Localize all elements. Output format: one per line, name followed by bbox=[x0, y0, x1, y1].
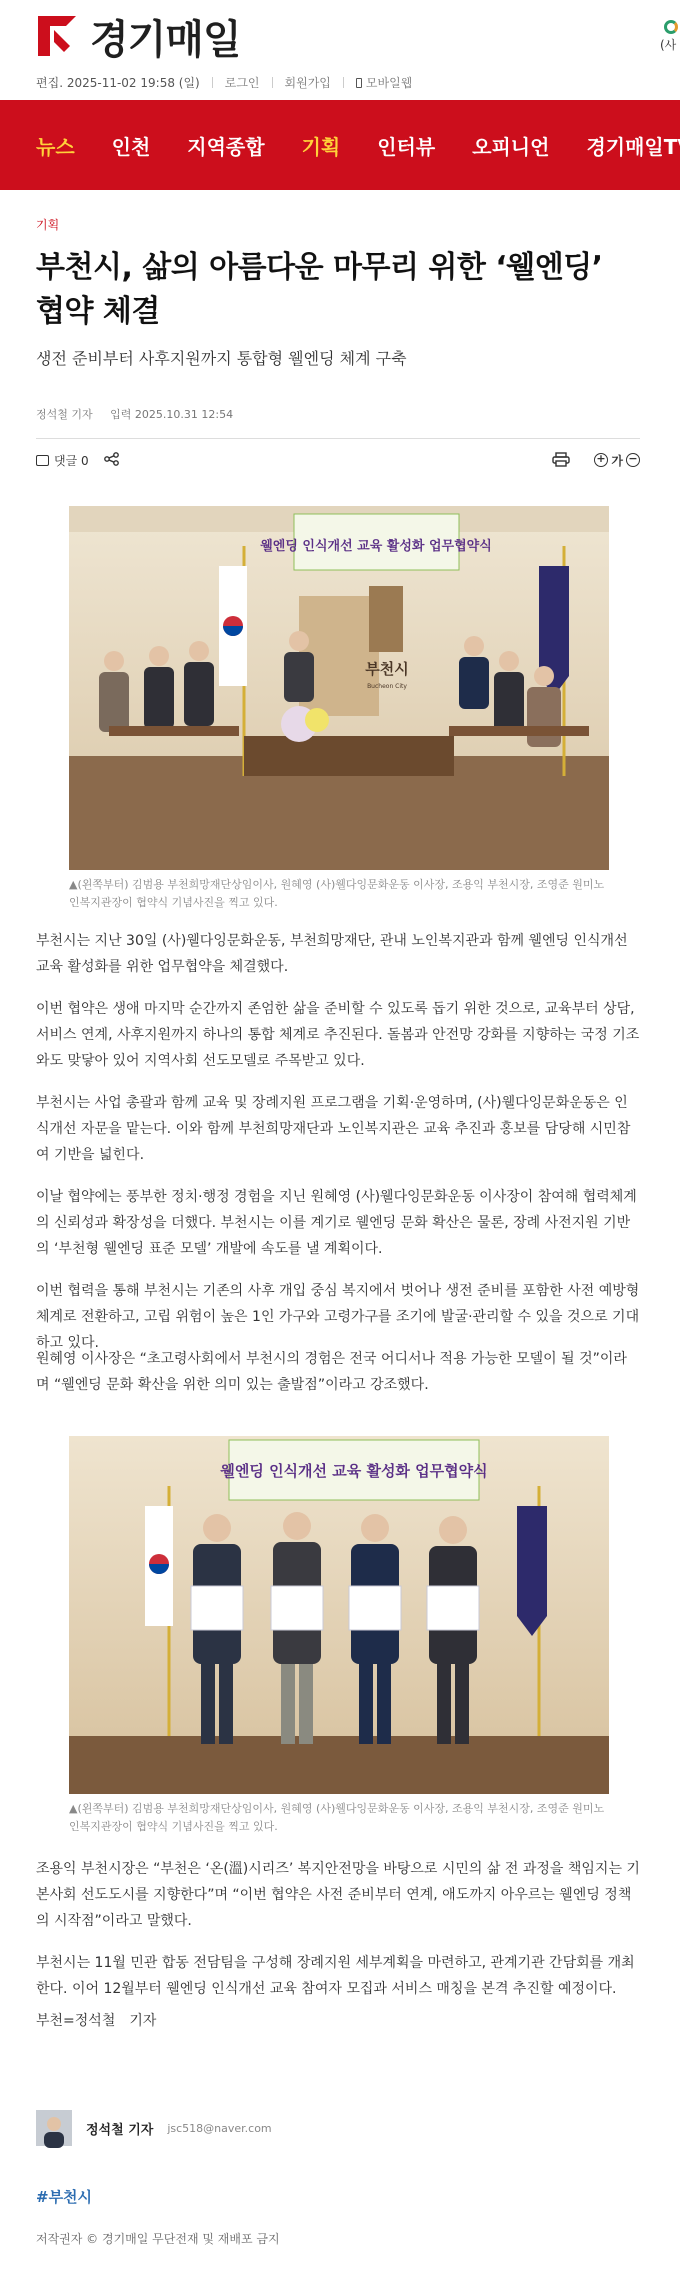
article-category[interactable]: 기획 bbox=[36, 218, 60, 232]
weather-text: (사 bbox=[660, 38, 677, 52]
login-link[interactable]: 로그인 bbox=[224, 76, 260, 90]
nav-item-news[interactable]: 뉴스 bbox=[36, 134, 75, 159]
published-time: 입력 2025.10.31 12:54 bbox=[110, 408, 234, 421]
article-title: 부천시, 삶의 아름다운 마무리 위한 ‘웰엔딩’ 협약 체결 bbox=[36, 250, 603, 329]
article-photo-2 bbox=[69, 1436, 609, 1794]
site-header bbox=[0, 0, 680, 100]
weather-widget[interactable] bbox=[660, 18, 680, 62]
photo-caption-1: ▲(왼쪽부터) 김범용 부천희망재단상임이사, 원혜영 (사)웰다잉문화운동 이사장, 조용익 부천시장, 조영준 원미노인복지관장이 협약식 기념사진을 찍고 있다. bbox=[69, 878, 605, 909]
divider bbox=[343, 77, 344, 88]
article-paragraph: 부천시는 사업 총괄과 함께 교육 및 장례지원 프로그램을 기획·운영하며, (사)웰다잉문화운동은 인식개선 자문을 맡는다. 이와 함께 부천희망재단과 노인복지관은 교육 추진과 홍보를 담당해 시민참여 기반을 넓힌다. bbox=[36, 1095, 631, 1163]
photo-caption-2: ▲(왼쪽부터) 김범용 부천희망재단상임이사, 원혜영 (사)웰다잉문화운동 이사장, 조용익 부천시장, 조영준 원미노인복지관장이 협약식 기념사진을 찍고 있다. bbox=[69, 1802, 605, 1833]
nav-item-opinion[interactable]: 오피니언 bbox=[472, 134, 550, 159]
share-icon[interactable] bbox=[104, 452, 120, 466]
article-paragraph: 조용익 부천시장은 “부천은 ‘온(溫)시리즈’ 복지안전망을 바탕으로 시민의 삶 전 과정을 책임지는 기본사회 선도도시를 지향한다”며 “이번 협약은 사전 준비부터 연계, 애도까지 아우르는 웰엔딩 정책의 시작점”이라고 말했다. bbox=[36, 1861, 640, 1929]
author-email[interactable]: jsc518@naver.com bbox=[167, 2121, 272, 2135]
weather-icon bbox=[664, 20, 678, 34]
mobile-icon bbox=[356, 78, 362, 88]
mobile-web-link[interactable]: 모바일웹 bbox=[356, 74, 412, 91]
nav-item-feature[interactable]: 기획 bbox=[301, 134, 341, 159]
divider bbox=[212, 77, 213, 88]
article-paragraph: 원혜영 이사장은 “초고령사회에서 부천시의 경험은 전국 어디서나 적용 가능한 모델이 될 것”이라며 “웰엔딩 문화 확산을 위한 의미 있는 출발점”이라고 강조했다. bbox=[36, 1351, 627, 1393]
article-paragraph: 부천시는 11월 민관 합동 전담팀을 구성해 장례지원 세부계획을 마련하고, 관계기관 간담회를 개최한다. 이어 12월부터 웰엔딩 인식개선 교육 참여자 모집과 서비스 매칭을 본격 추진할 예정이다. bbox=[36, 1955, 635, 1997]
photo1-banner-text: 웰엔딩 인식개선 교육 활성화 업무협약식 bbox=[260, 539, 492, 554]
divider bbox=[272, 77, 273, 88]
author-box bbox=[36, 2098, 640, 2158]
logo-text: 경기매일 bbox=[90, 16, 241, 63]
article-paragraph: 이날 협약에는 풍부한 정치·행정 경험을 지닌 원혜영 (사)웰다잉문화운동 이사장이 참여해 협력체계의 신뢰성과 확장성을 더했다. 부천시는 이를 계기로 웰엔딩 문화 확산은 물론, 장례 사전지원 기반의 ‘부천형 웰엔딩 표준 모델’ 개발에 속도를 낼 계획이다. bbox=[36, 1189, 637, 1257]
nav-item-interview[interactable]: 인터뷰 bbox=[377, 134, 436, 159]
edited-time: 2025-11-02 19:58 (일) bbox=[66, 76, 200, 90]
article-photo-1 bbox=[69, 506, 609, 870]
font-increase-icon[interactable]: + bbox=[594, 453, 608, 467]
article-tag[interactable]: #부천시 bbox=[36, 2188, 93, 2206]
article-subtitle: 생전 준비부터 사후지원까지 통합형 웰엔딩 체계 구축 bbox=[36, 349, 407, 368]
font-decrease-icon[interactable]: − bbox=[626, 453, 640, 467]
site-logo[interactable] bbox=[36, 10, 241, 62]
nav-item-regional[interactable]: 지역종합 bbox=[187, 134, 265, 159]
author-name[interactable]: 정석철 기자 bbox=[86, 2122, 154, 2138]
copyright-notice: 저작권자 © 경기매일 무단전재 및 재배포 금지 bbox=[36, 2232, 280, 2246]
photo1-city-sign: 부천시 bbox=[365, 660, 409, 678]
nav-item-incheon[interactable]: 인천 bbox=[111, 134, 151, 159]
photo1-city-sign-en: Bucheon City bbox=[367, 683, 407, 690]
comment-icon bbox=[36, 455, 49, 466]
main-nav bbox=[0, 100, 693, 190]
logo-mark-icon bbox=[36, 12, 84, 60]
header-meta-bar: 편집 . 2025-11-02 19:58 (일) 로그인 회원가입 모바일웹 bbox=[36, 75, 413, 90]
signup-link[interactable]: 회원가입 bbox=[284, 76, 331, 90]
edited-label: 편집 bbox=[36, 76, 60, 90]
article-toolbar bbox=[36, 450, 640, 474]
comment-button[interactable]: 댓글 0 bbox=[36, 452, 89, 469]
article-paragraph: 이번 협약은 생애 마지막 순간까지 존엄한 삶을 준비할 수 있도록 돕기 위한 것으로, 교육부터 상담, 서비스 연계, 사후지원까지 하나의 통합 체계로 추진된다. 돌봄과 안전망 강화를 지향하는 국정 기조와도 맞닿아 있어 지역사회 선도모델로 주목받고 있다. bbox=[36, 1001, 640, 1069]
article-paragraph: 이번 협력을 통해 부천시는 기존의 사후 개입 중심 복지에서 벗어나 생전 준비를 포함한 사전 예방형 체계로 전환하고, 고립 위험이 높은 1인 가구와 고령가구를 조기에 발굴·관리할 수 있을 것으로 기대하고 있다. bbox=[36, 1283, 640, 1351]
photo2-banner-text: 웰엔딩 인식개선 교육 활성화 업무협약식 bbox=[220, 1462, 488, 1480]
divider bbox=[36, 438, 640, 439]
article-paragraph: 부천시는 지난 30일 (사)웰다잉문화운동, 부천희망재단, 관내 노인복지관과 함께 웰엔딩 인식개선 교육 활성화를 위한 업무협약을 체결했다. bbox=[36, 933, 628, 975]
article-signoff: 부천=정석철 기자 bbox=[36, 2013, 157, 2029]
font-size-label: 가 bbox=[611, 454, 623, 468]
avatar bbox=[36, 2110, 72, 2146]
reporter-name[interactable]: 정석철 기자 bbox=[36, 408, 93, 421]
byline bbox=[36, 406, 233, 422]
nav-item-tv[interactable]: 경기매일TV bbox=[586, 134, 693, 159]
print-icon[interactable] bbox=[552, 452, 570, 467]
